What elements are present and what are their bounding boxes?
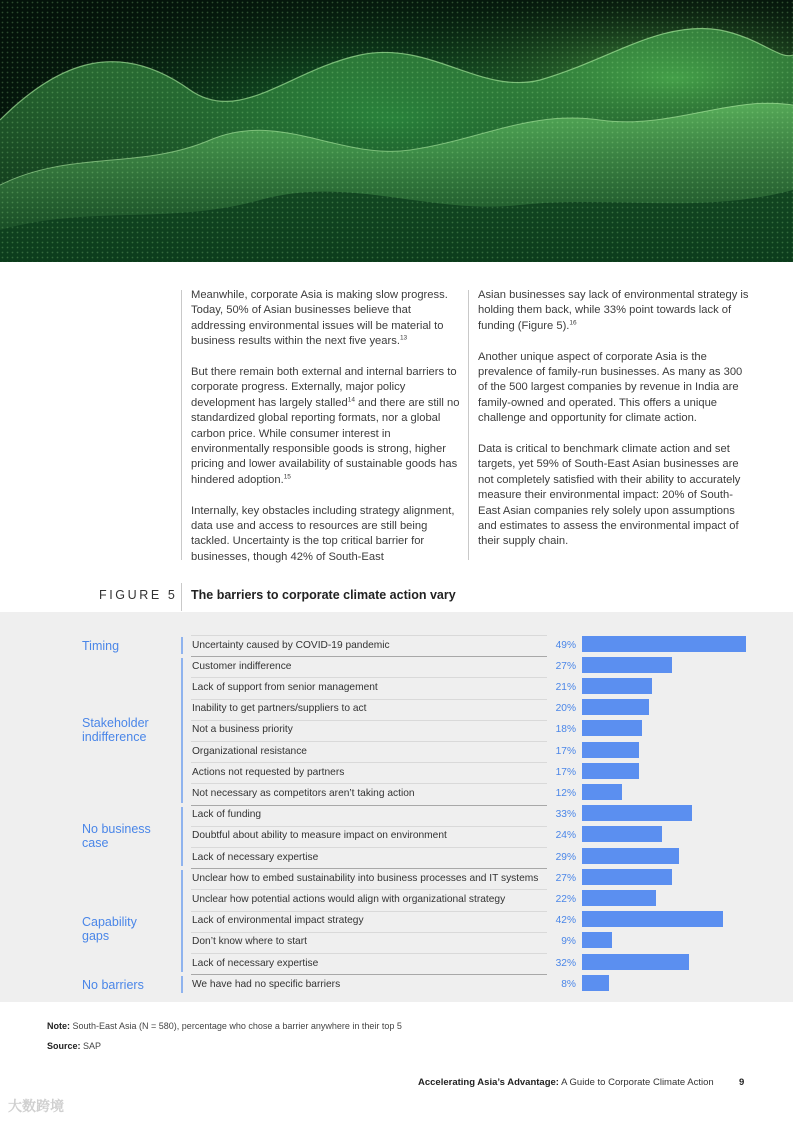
bar-value-label: 22% [555, 893, 576, 905]
group-label [82, 822, 151, 850]
row-separator [191, 826, 547, 827]
row-separator [191, 635, 547, 636]
bar [582, 826, 662, 842]
bar-label: Inability to get partners/suppliers to act [192, 703, 367, 715]
body-column-left [191, 288, 461, 581]
hero-image [0, 0, 793, 262]
bar-label: Lack of environmental impact strategy [192, 915, 364, 927]
paragraph: Another unique aspect of corporate Asia is the prevalence of family-run businesses. As many as 300 of the 500 largest companies by revenue in India are family-owned and operated. This offers a unique challenge and opportunity for climate action. [478, 350, 743, 425]
row-separator [191, 783, 547, 784]
figure-title: The barriers to corporate climate action vary [191, 588, 456, 602]
bar-value-label: 42% [555, 915, 576, 927]
bar-value-label: 20% [555, 703, 576, 715]
group-label-line: No business [82, 822, 151, 837]
bar [582, 848, 679, 864]
bar [582, 657, 672, 673]
group-label-line: Capability [82, 915, 137, 930]
bar [582, 954, 689, 970]
bar [582, 636, 746, 652]
bar-label: Customer indifference [192, 660, 292, 672]
chart-note: Note: South-East Asia (N = 580), percentage who chose a barrier anywhere in their top 5 [47, 1021, 402, 1031]
bar-value-label: 18% [555, 724, 576, 736]
bar-label: Actions not requested by partners [192, 766, 345, 778]
bar [582, 720, 642, 736]
group-accent-bar [181, 658, 183, 802]
paragraph: Internally, key obstacles including strategy alignment, data use and access to resources are still being tackled. Uncertainty is the top critical barrier for businesses, though 42% of South-East [191, 504, 455, 563]
row-separator [191, 805, 547, 806]
body-column-right [478, 288, 750, 565]
bar [582, 763, 639, 779]
bar-label: We have had no specific barriers [192, 978, 341, 990]
row-separator [191, 889, 547, 890]
watermark-logo: 大数跨境 [8, 1098, 64, 1114]
bar-value-label: 29% [555, 851, 576, 863]
bar-label: Don’t know where to start [192, 936, 307, 948]
bar-label: Unclear how to embed sustainability into business processes and IT systems [192, 872, 539, 884]
group-label-line: gaps [82, 929, 110, 944]
bar-value-label: 24% [555, 830, 576, 842]
row-separator [191, 953, 547, 954]
bar-label: Lack of necessary expertise [192, 957, 319, 969]
row-separator [191, 974, 547, 975]
page-number: 9 [739, 1077, 745, 1088]
bar [582, 869, 672, 885]
bar-label: Lack of funding [192, 809, 262, 821]
bar [582, 805, 692, 821]
bar-value-label: 27% [555, 872, 576, 884]
row-separator [191, 762, 547, 763]
bar-value-label: 12% [555, 787, 576, 799]
group-label-line: Stakeholder [82, 716, 149, 731]
figure-label: FIGURE 5 [99, 588, 178, 602]
bar-label: Doubtful about ability to measure impact on environment [192, 830, 447, 842]
bar [582, 975, 609, 991]
row-separator [191, 868, 547, 869]
bar-label: Lack of support from senior management [192, 681, 378, 693]
bar-label: Organizational resistance [192, 745, 307, 757]
group-label [82, 915, 137, 943]
bar [582, 890, 656, 906]
bar-value-label: 9% [561, 936, 576, 948]
paragraph: Asian businesses say lack of environmental strategy is holding them back, while 33% point towards lack of funding (Figure 5).$^{16}$ [478, 289, 749, 332]
group-label: Timing [82, 638, 120, 653]
row-separator [191, 699, 547, 700]
bar [582, 678, 652, 694]
group-label-line: indifference [82, 730, 147, 745]
group-accent-bar [181, 637, 183, 654]
bar-value-label: 17% [555, 745, 576, 757]
bar-value-label: 27% [555, 660, 576, 672]
footer-title: Accelerating Asia’s Advantage: A Guide to Corporate Climate Action [418, 1077, 714, 1088]
paragraph: Data is critical to benchmark climate action and set targets, yet 59% of South-East Asian businesses are not completely satisfied with their ability to accurately measure their environmental impact: 20% of South-East Asian companies rely solely upon assumptions and estimates to assess the environmental impact of their supply chain. [478, 443, 741, 548]
bar-value-label: 32% [555, 957, 576, 969]
bar [582, 932, 612, 948]
bar-value-label: 49% [555, 639, 576, 651]
group-accent-bar [181, 976, 183, 993]
chart-source: Source: SAP [47, 1041, 102, 1051]
row-separator [191, 741, 547, 742]
row-separator [191, 932, 547, 933]
bar-label: Not a business priority [192, 724, 293, 736]
row-separator [191, 847, 547, 848]
row-separator [191, 911, 547, 912]
row-separator [191, 656, 547, 657]
group-label: No barriers [82, 977, 144, 992]
group-accent-bar [181, 870, 183, 972]
paragraph: But there remain both external and internal barriers to corporate progress. Externally, major policy development has largely stalled$^{14}$ and there are still no standardized global reporting formats, nor a global carbon price. While consumer interest in environmentally responsible goods is strong, higher pricing and lower availability of sustainable goods has hindered adoption.$^{15}$ [191, 366, 460, 486]
bar [582, 784, 622, 800]
bar-label: Lack of necessary expertise [192, 851, 319, 863]
group-accent-bar [181, 807, 183, 867]
bar-label: Uncertainty caused by COVID-19 pandemic [192, 639, 390, 651]
column-divider [468, 290, 469, 560]
group-label [82, 716, 149, 744]
group-label-line: case [82, 836, 109, 851]
row-separator [191, 720, 547, 721]
bar-value-label: 33% [555, 809, 576, 821]
bar-value-label: 21% [555, 681, 576, 693]
bar-label: Not necessary as competitors aren’t taking action [192, 787, 415, 799]
column-divider [181, 290, 182, 560]
figure-divider [181, 583, 182, 611]
bar-label: Unclear how potential actions would align with organizational strategy [192, 893, 506, 905]
row-separator [191, 677, 547, 678]
bar-value-label: 17% [555, 766, 576, 778]
bar [582, 699, 649, 715]
bar [582, 742, 639, 758]
bar [582, 911, 723, 927]
bar-value-label: 8% [561, 978, 576, 990]
paragraph: Meanwhile, corporate Asia is making slow progress. Today, 50% of Asian businesses believe that addressing environmental issues will be material to business results within the next five years.$^{13}$ [191, 289, 448, 348]
